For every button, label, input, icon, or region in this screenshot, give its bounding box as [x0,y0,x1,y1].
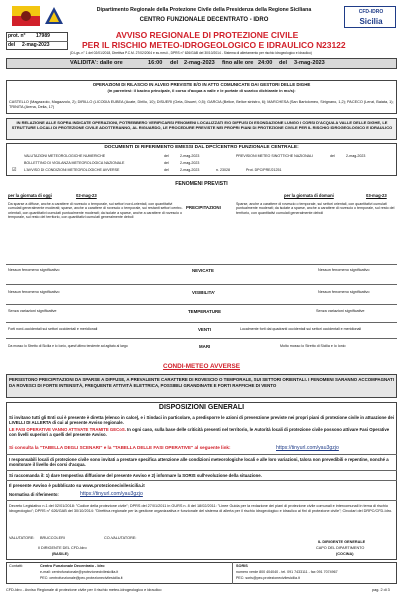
prot-label: prot. n° [8,33,26,39]
soris-pec[interactable]: PEC: soris@pec.protezionecivilesicilia.it [236,576,300,580]
visibility-today: Nessun fenomeno significativo [8,290,60,294]
page-number: pag. 2 di 3 [372,588,390,592]
doc-row-2-del: del [164,161,169,165]
doc-row-2-left: BOLLETTINO DI VIGILANZA METEOROLOGICA NAZIONALE [24,161,125,165]
cfd-pec[interactable]: PEC: centrofunzionale@pec.protezionecivilesicilia.it [40,576,123,580]
doc-row-3-right: n. 23028 [216,168,230,172]
wind-label: VENTI [198,327,211,332]
legal-line: (D.Lgs. n° 1 del 02/01/2018, Direttiva P.C.M. 27/02/2004 e ss.mm.ii., DPRS n° 626/GAB del 30/10/2014 - Sistema di allertamento per rischio idrogeologico e idraulico) [70,51,312,55]
del-date: 2-mag-2023 [22,42,50,48]
doc-row-3-rdel: Prot. DPC/PRE/21251 [246,168,282,172]
cfd-logo: CFD-IDRO Sicilia [344,6,396,28]
general-heading: DISPOSIZIONI GENERALI [158,404,245,411]
validity-label: VALIDITA': dalle ore [70,60,123,66]
decree-text: Decreto Legislativo n.1 del 02/01/2018: "Codice della protezione civile"; DPRS del 27/01/2011 in GURS n. 8 del 18/02/2011: "Linee Guida per la redazione dei piani di protezione civile comunali e intercomunali in tema di rischio idrogeologico"; DPRS n° 626/GAB del 30/10/2014: "Direttiva regionale per la gestione organizzativa e funzionale del sistema di allerta per il rischio idrogeologico e idraulico ai fini di protezione civile"; Circolari del DRPC/CFD-Idro. [9,504,393,513]
left-sign-name: (BASILE) [52,552,69,556]
valutatore-name: BRUCCOLERI [40,536,65,540]
covalutatore-label: CO-VALUTATORE: [104,536,137,540]
avviso-number: 23122 [322,40,346,50]
general-p1: Si invitano tutti gli Enti cui è presente è diretta (elenco in calce), e i Sindaci in particolare, a predisporre le azioni di prevenzione previste nei propri piani di protezione civile in attuazione dei LIVELLI DI ALLERTA di cui al presente Avviso regionale. [9,415,394,426]
temperature-today: Senza variazioni significative [8,309,57,313]
sea-today: Da mosso lo Stretto di Sicilia e lo Ionio, quest'ultimo tendente ad agitato al largo [8,344,128,348]
temperature-tomorrow: Senza variazioni significative [316,309,365,313]
validity-to-hour: 24:00 [258,60,273,66]
wind-tomorrow: Localmente forti dai quadranti occidentali sui settori occidentali e meridionali [240,327,362,331]
warning-note: IN RELAZIONE ALLE SOPRA INDICATE OPERAZIONI, POTREBBERO VERIFICARSI FENOMENI LOCALIZZATI E/O DIFFUSI DI ESONDAZIONE LUNGO I CORSI D'ACQUA A VALLE DELLE DIGHE, LE STRUTTURE LOCALI DI PROTEZIONE CIVILE ADOTTERANNO, AL RIGUARDO, LE PROCEDURE PREVISTE NEI PROPRI PIANI DI PROTEZIONE CIVILE PER IL RISCHIO IDROGEOLOGICO E IDRAULICO [11,120,393,130]
documents-heading: DOCUMENTI DI RIFERIMENTO EMESSI DAL DPC/CENTRO FUNZIONALE CENTRALE: [104,145,299,150]
snow-label: NEVICATE [192,268,214,273]
precip-today: Da sparse a diffuse, anche a carattere di rovescio o temporale, sui settori nord-orientali, con quantitativi cumulati generalmente moderati; sparse, anche a carattere di rovescio o temporale, sui restanti settori centro-orientali, con quantitativi cumulati puntualmente moderati; da isolate a sparse, anche a carattere di rovescio o temporale, sul resto del territorio, con quantitativi cumulati generalmente deboli [8,202,183,220]
tomorrow-label: per la giornata di domani [284,193,334,198]
today-date: 02-mag-23 [76,193,97,198]
snow-tomorrow: Nessun fenomeno significativo [318,268,370,272]
wind-today: Forti nord-occidentali sui settori occidentali e meridionali [8,327,98,331]
temperature-label: TEMPERATURE [188,309,222,314]
centre-line: CENTRO FUNZIONALE DECENTRATO - IDRO [139,17,269,23]
general-p1-rest [9,427,395,438]
general-p1-red: LE FASI OPERATIVE VANNO ATTIVATE TRAMITE GECoS. [9,427,126,432]
dams-heading-1: OPERAZIONI DI RILASCIO IN ALVEO PREVISTE E/O IN ATTO COMUNICATE DAI GESTORI DELLE DIGHE [92,82,311,87]
region-logo [12,6,40,26]
right-sign-role: IL DIRIGENTE GENERALE [318,540,366,544]
department-line: Dipartimento Regionale della Protezione Civile della Presidenza della Regione Siciliana [96,7,312,13]
sea-label: MARI [199,344,211,349]
today-label: per la giornata di oggi [8,193,52,198]
dams-body: CASTELLO (Magazzolo, Magazzolo, 2); DIRILLO (LICODIA EUBEA (Acate, Dirillo, 10); DISUERI (Gela, Disueri, 0,5); GARCIA (Belice, Belice sinistro, 6); MARCHESA (San Bartolomeo, Sirignano, 1,2); PACECO (Lenzi, Baiata, 1); TRINITA (Arena, Delia, 17) [9,100,394,109]
phenomena-heading: FENOMENI PREVISTI [175,181,228,187]
doc-row-2-date: 2-mag-2023 [180,161,200,165]
prot-number: 17989 [36,33,50,39]
valutatore-label: VALUTATORE: [9,536,35,540]
title-2: PER IL RISCHIO METEO-IDROGEOLOGICO E IDRAULICO N. [82,40,325,50]
consult-text: Si consulta la "TABELLA DEGLI SCENARI" e la "TABELLA DELLE FASI OPERATIVE" al seguente link: [9,445,231,450]
right-sign-role-2: CAPO DEL DIPARTIMENTO [316,546,365,550]
adverse-heading: CONDI-METEO AVVERSE [162,363,241,370]
footer-left: CFD-Idro - Avviso Regionale di protezione civile per il rischio meteo-idrogeologico e idraulico [6,588,162,592]
validity-from-date: 2-mag-2023 [184,60,215,66]
norm-label: Normativa di riferimento: [9,492,59,497]
general-p1-tail: In ogni caso, sulla base delle criticità presenti nel territorio, le Autorità locali di protezione civile possono attivare Fasi Operative con livelli superiori a quelli del presente Avviso. [9,427,390,438]
doc-checkbox: ☑ [12,167,17,173]
doc-row-1-right: PREVISIONI METEO SINOTTICHE NAZIONALI [236,154,314,158]
cfd-contact-name: Centro Funzionale Decentrato - Idro [40,564,105,568]
doc-row-1-left: VALUTAZIONI METEOROLOGICHE NUMERICHE [24,154,106,158]
doc-row-1-date: 2-mag-2023 [180,154,200,158]
general-p4: Il presente Avviso è pubblicato su www.protezionecivilesicilia.it [9,483,145,488]
doc-row-1-rdate: 2-mag-2023 [346,154,366,158]
sea-tomorrow: Molto mosso lo Stretto di Sicilia e lo Ionio [280,344,346,348]
doc-row-3-left: L'AVVISO DI CONDIZIONI METEOROLOGICHE AVVERSE [24,168,120,172]
adverse-body: PERSISTONO PRECIPITAZIONI DA SPARSE A DIFFUSE, A PREVALENTE CARATTERE DI ROVESCIO O TEMPORALE, SUI SETTORI ORIENTALI. I FENOMENI SARANNO ACCOMPAGNATI DA ROVESCI DI FORTE INTENSITÀ, FREQUENTE ATTIVITÀ ELETTRICA, POSSIBILI GRANDINATE E FORTI RAFFICHE DI VENTO [9,377,394,388]
title-1: AVVISO REGIONALE DI PROTEZIONE CIVILE [115,30,299,40]
doc-row-3-date: 2-mag-2023 [180,168,200,172]
validity-to-date: 3-mag-2023 [294,60,325,66]
validity-to-label: fino alle ore [222,60,254,66]
visibility-label: VISIBILITA' [192,290,216,295]
validity-from-hour: 16:00 [148,60,163,66]
contacts-label: Contatti: [9,564,24,568]
visibility-tomorrow: Nessun fenomeno significativo [318,290,370,294]
norm-link[interactable]: https://tinyurl.com/yau3gzjo [80,491,143,497]
soris-phone: numero verde 800 404040 - tel. 091 7433111 - fax 091 7074967 [236,570,338,574]
precip-tomorrow: Sparse, anche a carattere di rovescio o temporale, sui settori orientali, con quantitativi cumulati puntualmente moderati; da isolate a sparse, anche a carattere di rovescio o temporale, sul resto del territorio, con quantitativi cumulati generalmente deboli [236,202,395,215]
general-p3: Si raccomanda il: 1) dare tempestiva diffusione del presente Avviso e 2) informare la SORIS sull'evoluzione della situazione. [9,473,262,478]
protezione-civile-logo [44,6,64,26]
del-label: del [8,42,16,48]
left-sign-role: Il DIRIGENTE DEL CFD-Idro [38,546,87,550]
dams-heading-2: (in parentesi: il bacino principale, il corso d'acqua a valle e le portate di scarico dichiarate in mc/s): [107,88,296,93]
validity-to-del: del [279,60,288,66]
consult-link[interactable]: https://tinyurl.com/yau3gzjo [276,445,339,451]
tomorrow-date: 03-mag-23 [366,193,387,198]
cfd-email[interactable]: e-mail: centrofunzionale@protezionecivilesicilia.it [40,570,119,574]
snow-today: Nessun fenomeno significativo [8,268,60,272]
doc-row-1-del: del [164,154,169,158]
right-sign-name: (COCINA) [336,552,354,556]
validity-from-del: del [170,60,179,66]
soris-name: SORIS [236,564,248,568]
doc-row-1-rdel: del [330,154,335,158]
precip-label: PRECIPITAZIONI [186,205,221,210]
general-p2: I responsabili locali di protezione civile sono invitati a prestare specifica attenzione alle condizioni meteorologiche locali e alle loro variazioni, talora non prevedibili e repentine, nonché a monitorare il livello dei corsi d'acqua. [9,457,389,468]
doc-row-3-del: del [164,168,169,172]
